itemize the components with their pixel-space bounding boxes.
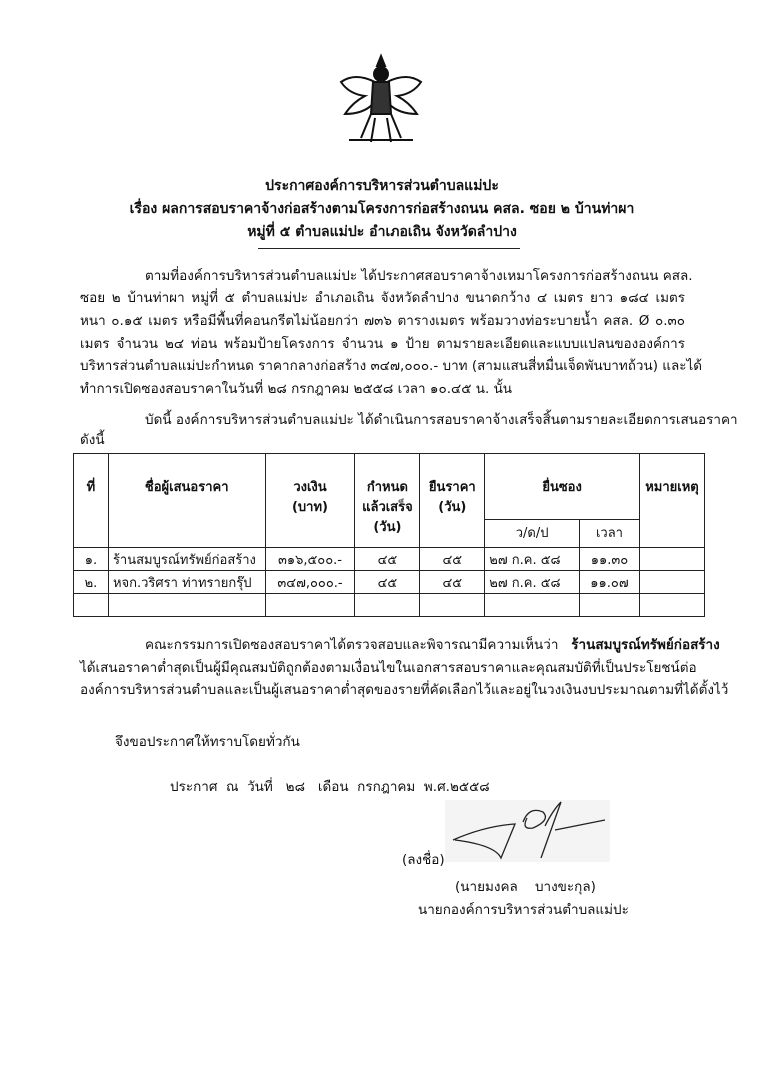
cell-remark [639,548,704,571]
cell-no: ๑. [74,548,109,571]
paragraph1-line: ซอย ๒ บ้านท่าผา หมู่ที่ ๕ ตำบลแม่ปะ อำเภอเถิน จังหวัดลำปาง ขนาดกว้าง ๔ เมตร ยาว ๑๘๔ เมตร [80,290,685,306]
header-no: ที่ [74,454,109,548]
announcement-date: ประกาศ ณ วันที่ ๒๘ เดือน กรกฎาคม พ.ศ.๒๕๕๘ [170,779,490,795]
paragraph1-line: ตามที่องค์การบริหารส่วนตำบลแม่ปะ ได้ประกาศสอบราคาจ้างเหมาโครงการก่อสร้างถนน คสล. [145,268,693,284]
header-bidder: ชื่อผู้เสนอราคา [108,454,265,548]
cell-amount: ๓๑๖,๕๐๐.- [265,548,355,571]
paragraph1-line: เมตร จำนวน ๒๔ ท่อน พร้อมป้ายโครงการ จำนวน ๑ ป้าย ตามรายละเอียดและแบบแปลนขององค์การ [80,336,685,352]
header-remark: หมายเหตุ [639,454,704,548]
signature-image [445,800,610,862]
cell-deadline: ๔๕ [355,571,420,594]
bid-results-table [73,453,705,617]
cell-date: ๒๗ ก.ค. ๕๘ [485,548,580,571]
header-amount: วงเงิน (บาท) [265,454,355,548]
cell-time: ๑๑.๓๐ [580,548,640,571]
header-time: เวลา [580,520,640,548]
announcement-location: หมู่ที่ ๕ ตำบลแม่ปะ อำเภอเถิน จังหวัดลำปาง [247,224,517,240]
cell-validity: ๔๕ [420,548,485,571]
header-submission: ยื่นซอง [485,454,640,520]
cell-remark [639,571,704,594]
paragraph3-line1: คณะกรรมการเปิดซองสอบราคาได้ตรวจสอบและพิจารณามีความเห็นว่า ร้านสมบูรณ์ทรัพย์ก่อสร้าง [145,637,720,653]
cell-bidder: หจก.วริศรา ท่าทรายกรุ๊ป [108,571,265,594]
cell-no: ๒. [74,571,109,594]
paragraph1-line: หนา ๐.๑๕ เมตร หรือมีพื้นที่คอนกรีตไม่น้อยกว่า ๗๓๖ ตารางเมตร พร้อมวางท่อระบายน้ำ คสล. Ø ๐.๓๐ [80,313,685,329]
signatory-name: (นายมงคล บางขะกุล) [455,879,596,895]
paragraph1-line: ทำการเปิดซองสอบราคาในวันที่ ๒๘ กรกฎาคม ๒๕๕๘ เวลา ๑๐.๔๕ น. นั้น [80,381,513,397]
paragraph2-line: บัดนี้ องค์การบริหารส่วนตำบลแม่ปะ ได้ดำเนินการสอบราคาจ้างเสร็จสิ้นตามรายละเอียดการเสนอราคา [145,412,738,428]
header-date: ว/ด/ป [485,520,580,548]
announcement-org: ประกาศองค์การบริหารส่วนตำบลแม่ปะ [265,178,499,194]
table-row [74,571,705,594]
paragraph2-line: ดังนี้ [80,432,105,448]
winner-name: ร้านสมบูรณ์ทรัพย์ก่อสร้าง [571,637,720,653]
table-row [74,548,705,571]
header-deadline: กำหนด แล้วเสร็จ (วัน) [355,454,420,548]
header-validity: ยืนราคา (วัน) [420,454,485,548]
paragraph1-line: บริหารส่วนตำบลแม่ปะกำหนด ราคากลางก่อสร้าง ๓๔๗,๐๐๐.- บาท (สามแสนสี่หมื่นเจ็ดพันบาทถ้วน) และได้ [80,358,703,374]
paragraph3-line3: องค์การบริหารส่วนตำบลและเป็นผู้เสนอราคาต่ำสุดของรายที่คัดเลือกไว้และอยู่ในวงเงินงบประมาณตามที่ได้ตั้งไว้ [80,682,729,698]
paragraph3-line2: ได้เสนอราคาต่ำสุดเป็นผู้มีคุณสมบัติถูกต้องตามเงื่อนไขในเอกสารสอบราคาและคุณสมบัติที่เป็นประโยชน์ต่อ [80,660,697,676]
sign-label: (ลงชื่อ) [402,852,445,868]
cell-date: ๒๗ ก.ค. ๕๘ [485,571,580,594]
cell-time: ๑๑.๐๗ [580,571,640,594]
cell-amount: ๓๔๗,๐๐๐.- [265,571,355,594]
cell-deadline: ๔๕ [355,548,420,571]
signatory-position: นายกองค์การบริหารส่วนตำบลแม่ปะ [418,902,629,918]
closing-text: จึงขอประกาศให้ทราบโดยทั่วกัน [115,734,300,750]
cell-bidder: ร้านสมบูรณ์ทรัพย์ก่อสร้าง [108,548,265,571]
table-row-empty [74,594,705,617]
garuda-emblem [335,52,427,147]
announcement-subject: เรื่อง ผลการสอบราคาจ้างก่อสร้างตามโครงการก่อสร้างถนน คสล. ซอย ๒ บ้านท่าผา [129,201,635,217]
cell-validity: ๔๕ [420,571,485,594]
title-divider [258,248,520,249]
